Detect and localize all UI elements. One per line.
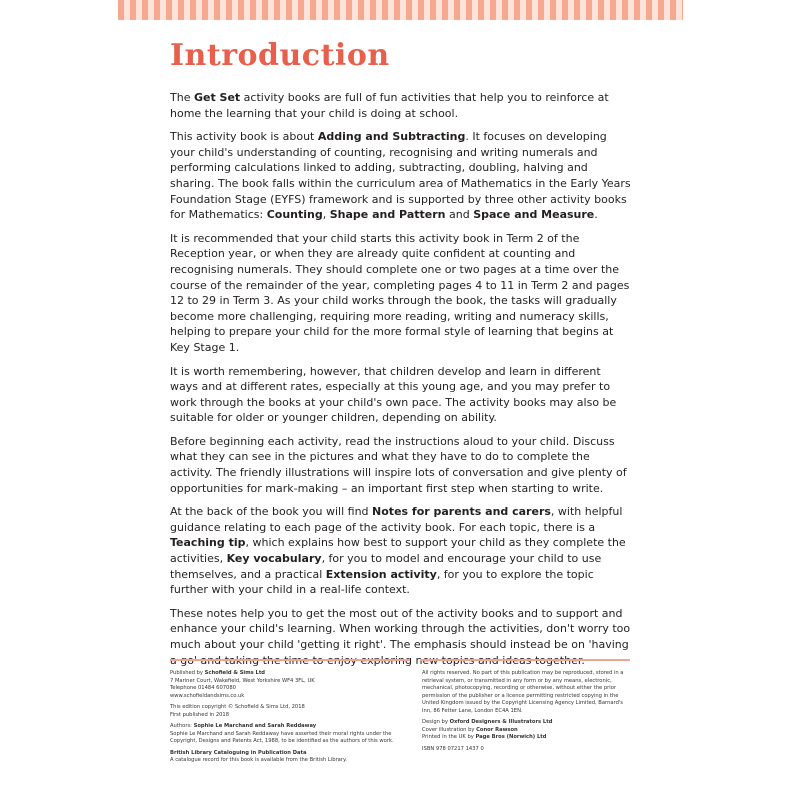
paragraph-5: Before beginning each activity, read the instructions aloud to your child. Discuss what they can see in the pictures and what they have to do to complete the activity. The friendly illustrations will inspire lots of conversation and give plenty of opportunities for mark-making – an important first step when starting to write. <box>170 434 627 495</box>
isbn: ISBN 978 07217 1437 0 <box>422 745 484 752</box>
publisher-name: Schofield & Sims Ltd <box>204 670 266 676</box>
p2-text-c: . It focuses on developing your child's understanding of counting, recognising and writing numerals and performing calculations linked to adding, subtracting, doubling, halving and sharing. The book falls within the curriculum area of Mathematics in the Early Years Foundation Stage (EYFS) framework and is supported by three other activity books for Mathematics: <box>170 130 631 222</box>
publisher-block <box>170 670 410 700</box>
publisher-website: www.schofieldandsims.co.uk <box>170 692 245 699</box>
footer-divider-left <box>170 659 410 661</box>
publisher-line <box>170 670 410 678</box>
p1-text-a: The <box>170 91 194 104</box>
top-decorative-stripe <box>118 0 683 20</box>
design-label: Design by <box>422 719 450 725</box>
printed-label: Printed in the UK by <box>422 734 476 740</box>
publisher-address: 7 Mariner Court, Wakefield, West Yorkshire WF4 3FL, UK <box>170 677 315 684</box>
space-measure-emphasis: Space and Measure <box>473 208 595 222</box>
p2-text-e: , <box>322 208 330 222</box>
key-vocabulary-emphasis: Key vocabulary <box>226 552 322 566</box>
paragraph-1 <box>170 90 632 121</box>
authors-line <box>170 723 410 731</box>
paragraph-6 <box>170 504 632 598</box>
rights-info <box>422 670 632 757</box>
paragraph-7: These notes help you to get the most out of the activity books and to support and enhance your child's learning. When working through the activities, don't worry too much about your child 'getting it right'. The emphasis should instead be on 'having <box>170 606 631 651</box>
authors-block <box>170 723 410 746</box>
rights-statement: All rights reserved. No part of this publication may be reproduced, stored in a retrieval system, or transmitted in any form or by any means, electronic, mechanical, photocopying, recording or otherwise, without either the prior permission of the publisher or a licence permitting restricted copying in the United Kingdom issued by the Copyright Licensing Agency Limited, Barnard's Inn, 86 Fetter Lane, London EC4A 1EN. <box>422 670 624 714</box>
cover-credit: Conor Rawson <box>476 726 518 733</box>
cip-heading: British Library Cataloguing in Publication Data <box>170 749 307 756</box>
printed-line <box>422 734 632 742</box>
published-by-label: Published by <box>170 670 205 676</box>
cip-block <box>170 750 410 765</box>
p6-text-i: , for you to explore the topic further with your child in a real-life context. <box>170 567 594 597</box>
cover-line <box>422 727 632 735</box>
p6-text-g: , for you to model and encourage your child to use themselves, and a practical <box>170 552 602 581</box>
publisher-info <box>170 670 410 769</box>
p6-text-a: At the back of the book you will find <box>170 505 373 519</box>
credits-block <box>422 719 632 742</box>
footer-divider-right <box>420 659 630 661</box>
teaching-tip-emphasis: Teaching tip <box>170 536 246 550</box>
p6-text-c: , with helpful guidance relating to each page of the activity book. For each topic, there is a <box>170 505 623 534</box>
shape-pattern-emphasis: Shape and Pattern <box>329 208 446 222</box>
edition-copyright: This edition copyright © Schofield & Sims Ltd, 2018 <box>170 704 305 710</box>
design-credit: Oxford Designers & Illustrators Ltd <box>449 719 553 725</box>
p2-text-a: This activity book is about <box>170 130 318 144</box>
p2-text-g: and <box>445 208 474 222</box>
authors-label: Authors: <box>170 723 194 729</box>
p6-text-e: , which explains how best to support your child as they complete the activities, <box>170 536 626 566</box>
first-published: First published in 2018 <box>170 711 230 718</box>
edition-block <box>170 704 410 719</box>
book-topic-emphasis: Adding and Subtracting <box>317 130 466 144</box>
cip-text: A catalogue record for this book is available from the British Library. <box>170 757 347 763</box>
introduction-body <box>170 90 632 676</box>
cover-label: Cover illustration by <box>422 726 477 733</box>
authors-names: Sophie Le Marchand and Sarah Reddaway <box>193 723 317 729</box>
design-line <box>422 719 632 727</box>
p1-text-c: activity books are full of fun activities that help you to reinforce at home the learning that your child is doing at school. <box>170 91 609 120</box>
extension-activity-emphasis: Extension activity <box>325 567 437 581</box>
paragraph-4: It is worth remembering, however, that children develop and learn in different ways and at different rates, especially at this young age, and you may prefer to work through the books at your child's own pace. The activity books may also be suitable for older or younger children, depending on ability. <box>170 364 617 425</box>
paragraph-3: It is recommended that your child starts this activity book in Term 2 of the Reception year, or when they are already quite confident at counting and recognising numerals. They should complete one or two pages at a time over the course of the remainder of the year, completing pages 4 to 11 in Term 2 and pages 12 to 29 in Term 3. As your child works through the book, the tasks will gradually become more challenging, requiring more reading, writing and numeracy skills, helping to prepare your child for the more formal style of learning that begins at Key Stage 1. <box>170 231 630 354</box>
notes-emphasis: Notes for parents and carers <box>372 505 551 519</box>
moral-rights: Sophie Le Marchand and Sarah Reddaway have asserted their moral rights under the Copyright, Designs and Patents Act, 1988, to be identified as the authors of this work. <box>170 730 394 744</box>
paragraph-2 <box>170 129 632 223</box>
printer-credit: Page Bros (Norwich) Ltd <box>475 734 547 740</box>
page-title: Introduction <box>170 38 390 73</box>
get-set-emphasis: Get Set <box>193 91 241 104</box>
counting-emphasis: Counting <box>266 208 323 222</box>
publisher-telephone: Telephone 01484 607080 <box>170 685 236 691</box>
p2-text-i: . <box>594 208 598 222</box>
